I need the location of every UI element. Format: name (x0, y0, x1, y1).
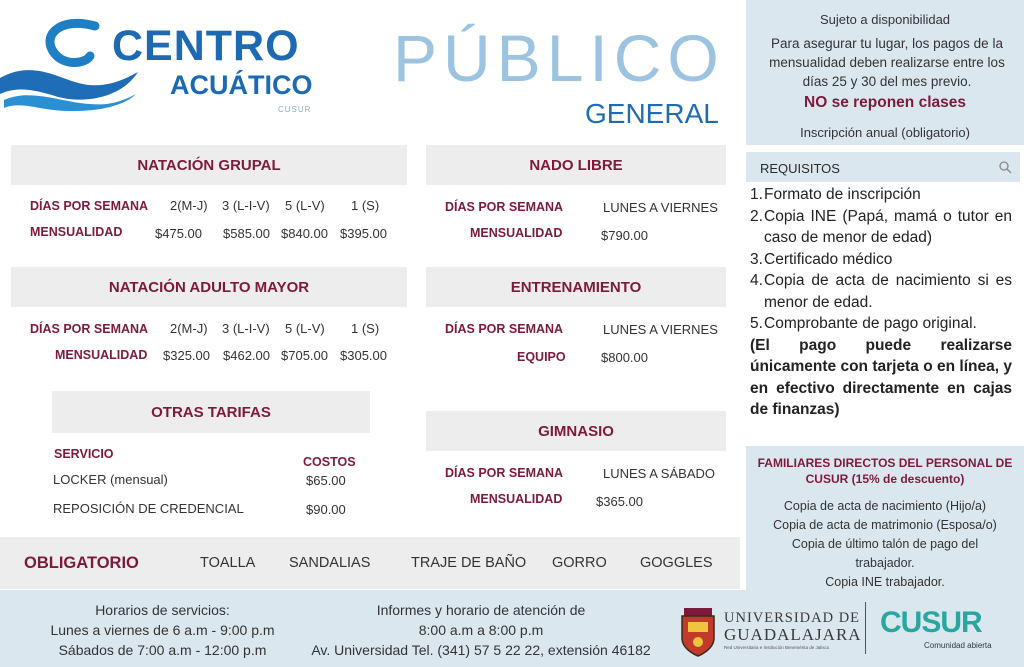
cusur-logo: CUSUR (880, 606, 982, 639)
adulto-mayor-precio: $305.00 (340, 348, 387, 363)
informes-line: Av. Universidad Tel. (341) 57 5 22 22, extensión 46182 (311, 642, 651, 658)
otras-tarifas-servicio-label: SERVICIO (54, 447, 114, 461)
otras-tarifas-precio: $90.00 (306, 502, 346, 517)
logo-acuatico: ACUÁTICO (170, 70, 313, 100)
natacion-grupal-mensual-label: MENSUALIDAD (30, 225, 123, 239)
familiares-item: Copia de acta de matrimonio (Esposa/o) (773, 518, 997, 532)
otras-tarifas-costos-label: COSTOS (303, 455, 356, 469)
logo-cusur: CUSUR (278, 105, 312, 114)
adulto-mayor-precio: $705.00 (281, 348, 328, 363)
no-reponen-text: NO se reponen clases (804, 94, 966, 111)
natacion-grupal-precio: $475.00 (155, 226, 202, 241)
familiares-title: FAMILIARES DIRECTOS DEL PERSONAL DE CUSUR (15% de descuento) (757, 456, 1013, 486)
requisito-nota: (El pago puede realizarse únicamente con tarjeta o en línea, y en efectivo directamente en cajas de finanzas) (750, 336, 1012, 418)
otras-tarifas-precio: $65.00 (306, 473, 346, 488)
adulto-mayor-precio: $462.00 (223, 348, 270, 363)
requisito-item: 1. Formato de inscripción (750, 186, 921, 203)
obligatorio-bar (0, 537, 740, 589)
horarios-block (30, 600, 295, 660)
horarios-title: Horarios de servicios: (95, 602, 230, 618)
nado-libre-precio: $790.00 (601, 228, 648, 243)
adulto-mayor-dias-label: DÍAS POR SEMANA (30, 322, 149, 336)
nado-libre-dias: LUNES A VIERNES (603, 200, 718, 215)
requisito-item: 4. Copia de acta de nacimiento si es menor de edad. (750, 272, 1012, 311)
natacion-grupal-dias-label: DÍAS POR SEMANA (30, 199, 149, 213)
requisito-item: 3. Certificado médico (750, 250, 893, 268)
disponibilidad-text: Sujeto a disponibilidad (819, 12, 951, 27)
otras-tarifas-item: LOCKER (mensual) (53, 472, 168, 487)
obligatorio-item: GOGGLES (640, 555, 713, 571)
informes-line: 8:00 a.m a 8:00 p.m (418, 622, 544, 638)
obligatorio-item: TRAJE DE BAÑO (411, 555, 527, 571)
headline-publico: PÚBLICO (393, 21, 725, 95)
adulto-mayor-dia: 5 (L-V) (285, 321, 325, 336)
natacion-grupal-precio: $840.00 (281, 226, 328, 241)
requisito-item: 2. Copia INE (Papá, mamá o tutor en caso de menor de edad) (750, 207, 1012, 246)
gimnasio-dias-label: DÍAS POR SEMANA (445, 466, 564, 480)
obligatorio-label: OBLIGATORIO (24, 554, 139, 572)
adulto-mayor-dia: 1 (S) (351, 321, 380, 336)
otras-tarifas-item: REPOSICIÓN DE CREDENCIAL (53, 501, 244, 516)
requisito-item: 5. Comprobante de pago original. (750, 315, 977, 332)
familiares-item: Copia de último talón de pago del trabajador. (791, 537, 979, 570)
adulto-mayor-mensual-label: MENSUALIDAD (55, 348, 148, 362)
udg-name-2: GUADALAJARA (724, 625, 862, 644)
horarios-line: Sábados de 7:00 a.m - 12:00 p.m (58, 642, 267, 658)
obligatorio-item: TOALLA (200, 555, 256, 571)
natacion-grupal-dia: 5 (L-V) (285, 198, 325, 213)
familiares-panel (746, 446, 1024, 590)
cusur-tagline: Comunidad abierta (924, 641, 992, 650)
inscripcion-text: Inscripción anual (obligatorio) (800, 125, 970, 140)
footer (0, 590, 1024, 667)
udg-crest-icon (678, 604, 718, 658)
obligatorio-item: SANDALIAS (289, 555, 371, 571)
horarios-line: Lunes a viernes de 6 a.m - 9:00 p.m (50, 622, 275, 638)
gimnasio-dias: LUNES A SÁBADO (603, 466, 715, 481)
entrenamiento-header: ENTRENAMIENTO (426, 267, 726, 307)
aviso-panel (746, 0, 1024, 145)
search-icon (998, 160, 1012, 174)
centro-acuatico-logo (0, 16, 330, 116)
headline-general: GENERAL (585, 98, 719, 129)
nado-libre-dias-label: DÍAS POR SEMANA (445, 200, 564, 214)
informes-title: Informes y horario de atención de (376, 602, 586, 618)
entrenamiento-precio: $800.00 (601, 350, 648, 365)
natacion-grupal-dia: 3 (L-I-V) (222, 198, 270, 213)
adulto-mayor-precio: $325.00 (163, 348, 210, 363)
udg-name-1: UNIVERSIDAD DE (724, 610, 861, 626)
requisitos-bar (746, 152, 1020, 182)
requisitos-label: REQUISITOS (760, 161, 840, 176)
gimnasio-precio: $365.00 (596, 494, 643, 509)
entrenamiento-dias: LUNES A VIERNES (603, 322, 718, 337)
otras-tarifas-header: OTRAS TARIFAS (52, 391, 370, 433)
nado-libre-mensual-label: MENSUALIDAD (470, 226, 563, 240)
natacion-grupal-precio: $395.00 (340, 226, 387, 241)
natacion-grupal-dia: 1 (S) (351, 198, 380, 213)
familiares-list (748, 497, 1022, 592)
udg-tagline: Red Universitaria e Institución Benemérita de Jalisco (724, 645, 830, 650)
natacion-grupal-precio: $585.00 (223, 226, 270, 241)
pagos-text: Para asegurar tu lugar, los pagos de la mensualidad deben realizarse entre los días 25 y 30 del mes previo. (769, 36, 1005, 89)
natacion-grupal-dia: 2(M-J) (170, 198, 208, 213)
nado-libre-header: NADO LIBRE (426, 145, 726, 185)
familiares-item: Copia INE trabajador. (825, 575, 945, 589)
logo-centro: CENTRO (112, 22, 300, 70)
adulto-mayor-dia: 3 (L-I-V) (222, 321, 270, 336)
requisitos-list (750, 184, 1012, 421)
gimnasio-mensual-label: MENSUALIDAD (470, 492, 563, 506)
entrenamiento-dias-label: DÍAS POR SEMANA (445, 322, 564, 336)
obligatorio-item: GORRO (552, 555, 607, 571)
adulto-mayor-dia: 2(M-J) (170, 321, 208, 336)
informes-block (298, 600, 664, 660)
gimnasio-header: GIMNASIO (426, 411, 726, 451)
familiares-item: Copia de acta de nacimiento (Hijo/a) (783, 499, 987, 513)
adulto-mayor-header: NATACIÓN ADULTO MAYOR (11, 267, 407, 307)
footer-divider (865, 602, 866, 654)
entrenamiento-equipo-label: EQUIPO (517, 350, 566, 364)
natacion-grupal-header: NATACIÓN GRUPAL (11, 145, 407, 185)
